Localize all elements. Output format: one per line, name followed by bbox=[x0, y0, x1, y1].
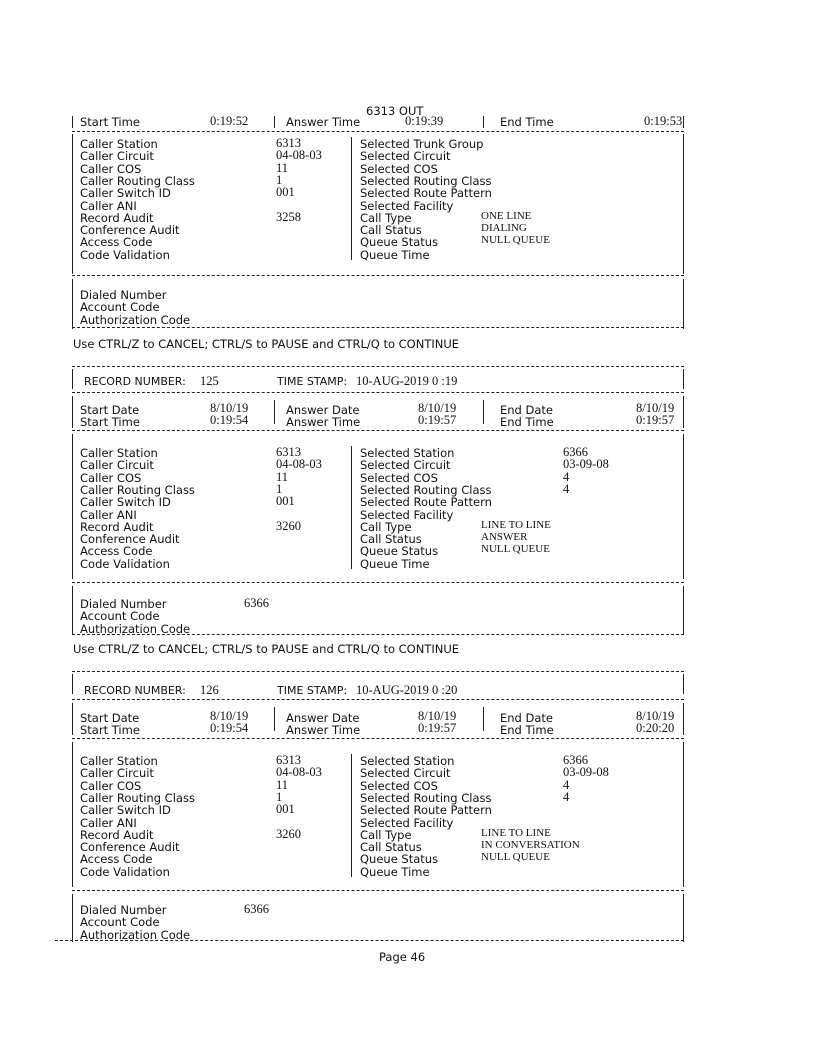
dial-field-label: Authorization Code bbox=[80, 927, 191, 942]
caller-field-label: Caller Circuit bbox=[80, 458, 154, 473]
start-time-value: 0:19:54 bbox=[210, 413, 249, 427]
selected-field-label: Queue Status bbox=[360, 852, 439, 867]
caller-field-label: Caller ANI bbox=[80, 815, 137, 830]
vertical-rule bbox=[683, 369, 684, 389]
selected-field-value: DIALING bbox=[481, 222, 527, 235]
record-number-value: 125 bbox=[200, 374, 219, 388]
selected-field-label: Queue Status bbox=[360, 235, 439, 250]
caller-field-value: 3260 bbox=[276, 826, 301, 841]
selected-field-value: ANSWER bbox=[481, 531, 528, 544]
selected-field-label: Selected Route Pattern bbox=[360, 495, 492, 510]
dial-field-label: Dialed Number bbox=[80, 597, 167, 611]
time-stamp-label: TIME STAMP: bbox=[277, 684, 348, 697]
dialed-number-value: 6366 bbox=[244, 596, 269, 610]
selected-field-value: LINE TO LINE bbox=[481, 518, 551, 531]
dial-field-label: Account Code bbox=[80, 300, 160, 315]
selected-field-value: 03-09-08 bbox=[563, 765, 609, 780]
caller-field-label: Code Validation bbox=[80, 556, 170, 571]
vertical-rule bbox=[683, 742, 684, 887]
answer-date-label: Answer Date bbox=[286, 403, 360, 417]
answer-date-label: Answer Date bbox=[286, 711, 360, 725]
caller-field-label: Caller Station bbox=[80, 137, 158, 151]
vertical-rule bbox=[683, 894, 684, 942]
selected-field-label: Selected Circuit bbox=[360, 149, 451, 164]
selected-field-label: Call Status bbox=[360, 840, 422, 855]
page-number: Page 46 bbox=[379, 950, 426, 964]
vertical-rule bbox=[274, 116, 275, 128]
caller-field-label: Code Validation bbox=[80, 247, 170, 262]
vertical-rule bbox=[683, 116, 684, 128]
divider bbox=[55, 940, 684, 941]
caller-field-label: Record Audit bbox=[80, 519, 154, 534]
selected-field-value: 4 bbox=[563, 789, 570, 804]
vertical-rule bbox=[683, 434, 684, 579]
caller-field-value: 04-08-03 bbox=[276, 765, 322, 780]
divider bbox=[72, 699, 684, 700]
vertical-rule bbox=[72, 742, 73, 887]
divider bbox=[72, 671, 684, 672]
caller-field-value: 6313 bbox=[276, 445, 301, 459]
cancel-prompt: Use CTRL/Z to CANCEL; CTRL/S to PAUSE and CTRL/Q to CONTINUE bbox=[73, 642, 460, 656]
caller-field-label: Caller Station bbox=[80, 446, 158, 460]
vertical-rule bbox=[351, 446, 352, 569]
vertical-rule bbox=[72, 279, 73, 329]
selected-field-value: NULL QUEUE bbox=[481, 543, 550, 556]
selected-field-label: Selected Routing Class bbox=[360, 173, 492, 188]
caller-field-value: 1 bbox=[276, 481, 283, 496]
caller-field-label: Caller Circuit bbox=[80, 149, 154, 164]
start-date-label: Start Date bbox=[80, 711, 140, 725]
end-date-label: End Date bbox=[500, 403, 553, 417]
selected-field-label: Queue Time bbox=[360, 556, 430, 571]
dialed-number-value: 6366 bbox=[244, 902, 269, 916]
selected-field-label: Queue Time bbox=[360, 247, 430, 262]
vertical-rule bbox=[683, 134, 684, 274]
time-stamp-value: 10-AUG-2019 0 :19 bbox=[356, 374, 458, 388]
start-date-label: Start Date bbox=[80, 403, 140, 417]
record-number-label: RECORD NUMBER: bbox=[84, 375, 186, 388]
selected-field-value: 4 bbox=[563, 777, 570, 792]
answer-time-value: 0:19:57 bbox=[418, 721, 457, 735]
answer-date-value: 8/10/19 bbox=[418, 401, 457, 415]
caller-field-label: Caller Switch ID bbox=[80, 803, 171, 818]
vertical-rule bbox=[483, 400, 484, 424]
divider bbox=[72, 392, 684, 393]
end-date-value: 8/10/19 bbox=[636, 709, 675, 723]
selected-field-label: Selected Trunk Group bbox=[360, 137, 484, 151]
divider bbox=[72, 275, 684, 276]
selected-field-label: Call Type bbox=[360, 827, 412, 842]
dial-field-label: Account Code bbox=[80, 609, 160, 624]
selected-field-value: NULL QUEUE bbox=[481, 234, 550, 247]
divider bbox=[72, 430, 684, 431]
caller-field-label: Caller ANI bbox=[80, 198, 137, 213]
vertical-rule bbox=[72, 586, 73, 634]
answer-time-label: Answer Time bbox=[286, 115, 361, 129]
vertical-rule bbox=[72, 116, 73, 128]
selected-field-label: Selected Routing Class bbox=[360, 790, 492, 805]
caller-field-label: Conference Audit bbox=[80, 223, 180, 238]
caller-field-value: 3260 bbox=[276, 518, 301, 533]
selected-field-label: Call Type bbox=[360, 210, 412, 225]
divider bbox=[72, 890, 684, 891]
selected-field-label: Selected Circuit bbox=[360, 458, 451, 473]
divider bbox=[72, 131, 684, 132]
dial-field-label: Account Code bbox=[80, 915, 160, 930]
end-time-label: End Time bbox=[500, 115, 554, 129]
answer-time-label: Answer Time bbox=[286, 415, 361, 429]
dial-field-label: Authorization Code bbox=[80, 312, 191, 327]
caller-field-value: 04-08-03 bbox=[276, 457, 322, 472]
caller-field-value: 6313 bbox=[276, 136, 301, 150]
vertical-rule bbox=[72, 369, 73, 389]
selected-field-label: Queue Time bbox=[360, 864, 430, 879]
end-time-value: 0:19:57 bbox=[636, 413, 675, 427]
vertical-rule bbox=[483, 707, 484, 731]
caller-field-value: 001 bbox=[276, 802, 295, 817]
caller-field-value: 1 bbox=[276, 172, 283, 187]
vertical-rule bbox=[483, 116, 484, 128]
answer-time-value: 0:19:39 bbox=[405, 114, 444, 128]
end-time-value: 0:19:53 bbox=[644, 114, 683, 128]
selected-field-label: Selected Facility bbox=[360, 815, 454, 830]
start-date-value: 8/10/19 bbox=[210, 709, 249, 723]
vertical-rule bbox=[72, 703, 73, 735]
caller-field-value: 11 bbox=[276, 160, 289, 175]
selected-field-value: 4 bbox=[563, 469, 570, 484]
vertical-rule bbox=[72, 434, 73, 579]
selected-field-label: Selected Circuit bbox=[360, 766, 451, 781]
caller-field-label: Caller Routing Class bbox=[80, 790, 195, 805]
caller-field-value: 11 bbox=[276, 777, 289, 792]
divider bbox=[72, 582, 684, 583]
caller-field-value: 04-08-03 bbox=[276, 148, 322, 163]
caller-field-label: Caller COS bbox=[80, 778, 142, 793]
record-header: 6313 OUT bbox=[366, 104, 424, 118]
selected-field-label: Call Status bbox=[360, 223, 422, 238]
caller-field-label: Caller COS bbox=[80, 161, 142, 176]
dial-field-label: Dialed Number bbox=[80, 288, 167, 302]
selected-field-label: Selected Routing Class bbox=[360, 482, 492, 497]
start-date-value: 8/10/19 bbox=[210, 401, 249, 415]
caller-field-label: Caller Routing Class bbox=[80, 482, 195, 497]
time-stamp-label: TIME STAMP: bbox=[277, 375, 348, 388]
start-time-label: Start Time bbox=[80, 115, 140, 129]
selected-field-value: 4 bbox=[563, 481, 570, 496]
answer-time-label: Answer Time bbox=[286, 723, 361, 737]
vertical-rule bbox=[683, 279, 684, 329]
caller-field-value: 11 bbox=[276, 469, 289, 484]
caller-field-value: 1 bbox=[276, 789, 283, 804]
divider bbox=[72, 327, 684, 328]
caller-field-label: Record Audit bbox=[80, 210, 154, 225]
vertical-rule bbox=[72, 674, 73, 694]
selected-field-label: Call Type bbox=[360, 519, 412, 534]
selected-field-label: Selected COS bbox=[360, 470, 438, 485]
caller-field-label: Caller Routing Class bbox=[80, 173, 195, 188]
selected-field-label: Selected Station bbox=[360, 754, 455, 768]
caller-field-value: 001 bbox=[276, 185, 295, 200]
caller-field-label: Conference Audit bbox=[80, 532, 180, 547]
caller-field-label: Access Code bbox=[80, 235, 153, 250]
selected-field-value: NULL QUEUE bbox=[481, 851, 550, 864]
end-date-value: 8/10/19 bbox=[636, 401, 675, 415]
caller-field-label: Conference Audit bbox=[80, 840, 180, 855]
answer-date-value: 8/10/19 bbox=[418, 709, 457, 723]
vertical-rule bbox=[683, 586, 684, 634]
answer-time-value: 0:19:57 bbox=[418, 413, 457, 427]
divider bbox=[72, 738, 684, 739]
selected-field-value: 03-09-08 bbox=[563, 457, 609, 472]
selected-field-label: Selected Facility bbox=[360, 507, 454, 522]
selected-field-label: Selected Route Pattern bbox=[360, 186, 492, 201]
start-time-label: Start Time bbox=[80, 723, 140, 737]
selected-field-label: Selected Station bbox=[360, 446, 455, 460]
caller-field-label: Caller Circuit bbox=[80, 766, 154, 781]
record-number-label: RECORD NUMBER: bbox=[84, 684, 186, 697]
vertical-rule bbox=[683, 703, 684, 735]
selected-field-value: 6366 bbox=[563, 753, 588, 767]
caller-field-label: Record Audit bbox=[80, 827, 154, 842]
selected-field-label: Selected COS bbox=[360, 778, 438, 793]
vertical-rule bbox=[351, 137, 352, 260]
end-time-label: End Time bbox=[500, 723, 554, 737]
end-time-value: 0:20:20 bbox=[636, 721, 675, 735]
caller-field-label: Caller Switch ID bbox=[80, 186, 171, 201]
end-date-label: End Date bbox=[500, 711, 553, 725]
record-number-value: 126 bbox=[200, 683, 219, 697]
caller-field-label: Caller Switch ID bbox=[80, 495, 171, 510]
vertical-rule bbox=[274, 400, 275, 424]
vertical-rule bbox=[274, 707, 275, 731]
caller-field-value: 6313 bbox=[276, 753, 301, 767]
end-time-label: End Time bbox=[500, 415, 554, 429]
start-time-value: 0:19:52 bbox=[210, 114, 249, 128]
selected-field-label: Selected Route Pattern bbox=[360, 803, 492, 818]
selected-field-label: Selected COS bbox=[360, 161, 438, 176]
caller-field-label: Caller ANI bbox=[80, 507, 137, 522]
time-stamp-value: 10-AUG-2019 0 :20 bbox=[356, 683, 458, 697]
caller-field-value: 001 bbox=[276, 494, 295, 509]
divider bbox=[72, 366, 684, 367]
caller-field-label: Caller COS bbox=[80, 470, 142, 485]
selected-field-label: Selected Facility bbox=[360, 198, 454, 213]
selected-field-value: IN CONVERSATION bbox=[481, 839, 580, 852]
selected-field-value: LINE TO LINE bbox=[481, 826, 551, 839]
cancel-prompt: Use CTRL/Z to CANCEL; CTRL/S to PAUSE and CTRL/Q to CONTINUE bbox=[73, 337, 460, 351]
vertical-rule bbox=[683, 674, 684, 694]
caller-field-value: 3258 bbox=[276, 209, 301, 224]
dial-field-label: Dialed Number bbox=[80, 903, 167, 917]
selected-field-value: ONE LINE bbox=[481, 209, 532, 222]
vertical-rule bbox=[72, 894, 73, 942]
caller-field-label: Caller Station bbox=[80, 754, 158, 768]
caller-field-label: Code Validation bbox=[80, 864, 170, 879]
divider bbox=[72, 634, 684, 635]
selected-field-label: Queue Status bbox=[360, 544, 439, 559]
dial-field-label: Authorization Code bbox=[80, 621, 191, 636]
caller-field-label: Access Code bbox=[80, 852, 153, 867]
caller-field-label: Access Code bbox=[80, 544, 153, 559]
vertical-rule bbox=[72, 134, 73, 274]
selected-field-label: Call Status bbox=[360, 532, 422, 547]
start-time-label: Start Time bbox=[80, 415, 140, 429]
selected-field-value: 6366 bbox=[563, 445, 588, 459]
start-time-value: 0:19:54 bbox=[210, 721, 249, 735]
vertical-rule bbox=[683, 396, 684, 428]
vertical-rule bbox=[72, 396, 73, 428]
vertical-rule bbox=[351, 754, 352, 877]
